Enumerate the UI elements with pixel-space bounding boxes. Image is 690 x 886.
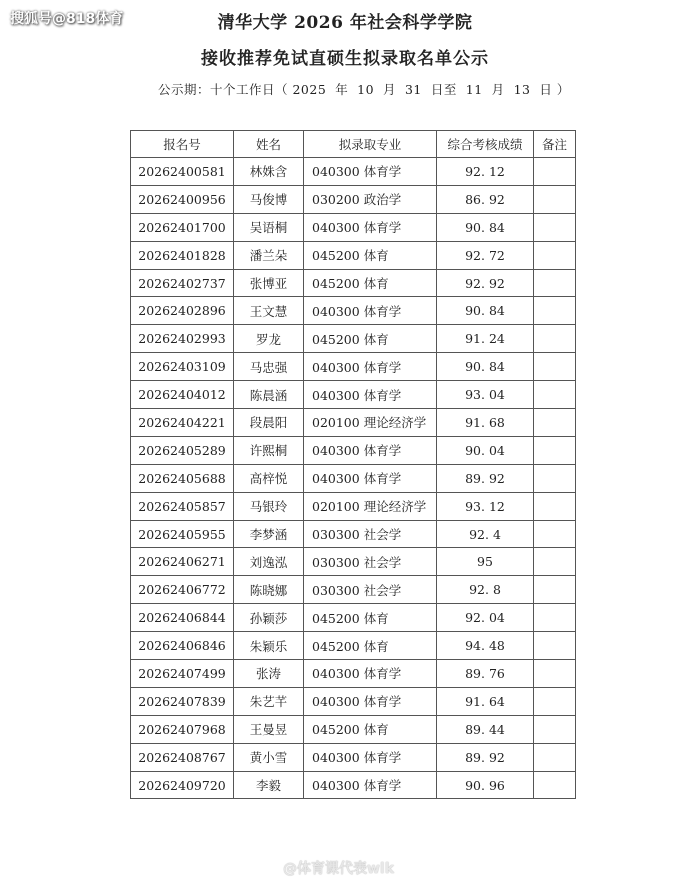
table-row — [131, 687, 576, 715]
cell-major: 045200 体育 — [304, 715, 437, 743]
admission-table — [130, 130, 576, 799]
cell-note — [534, 436, 576, 464]
cell-major: 040300 体育学 — [304, 158, 437, 186]
table-row — [131, 743, 576, 771]
cell-name: 陈晨涵 — [234, 381, 304, 409]
cell-id: 20262406271 — [131, 548, 234, 576]
table-row — [131, 464, 576, 492]
cell-score: 92. 72 — [437, 241, 534, 269]
table-row — [131, 353, 576, 381]
cell-note — [534, 492, 576, 520]
cell-note — [534, 548, 576, 576]
cell-id: 20262407499 — [131, 660, 234, 688]
cell-id: 20262405955 — [131, 520, 234, 548]
cell-note — [534, 325, 576, 353]
cell-note — [534, 576, 576, 604]
table-row — [131, 548, 576, 576]
cell-id: 20262405857 — [131, 492, 234, 520]
watermark-top: 搜狐号@818体育 — [10, 11, 124, 27]
cell-major: 040300 体育学 — [304, 381, 437, 409]
table-row — [131, 632, 576, 660]
table-row — [131, 771, 576, 799]
cell-score: 89. 92 — [437, 743, 534, 771]
cell-major: 030300 社会学 — [304, 520, 437, 548]
table-row — [131, 436, 576, 464]
cell-name: 朱颖乐 — [234, 632, 304, 660]
cell-major: 045200 体育 — [304, 325, 437, 353]
cell-name: 张涛 — [234, 660, 304, 688]
cell-note — [534, 632, 576, 660]
cell-score: 90. 96 — [437, 771, 534, 799]
cell-note — [534, 464, 576, 492]
cell-name: 李毅 — [234, 771, 304, 799]
header-note: 备注 — [534, 131, 576, 158]
table-row — [131, 269, 576, 297]
cell-score: 90. 04 — [437, 436, 534, 464]
cell-id: 20262407968 — [131, 715, 234, 743]
cell-id: 20262405688 — [131, 464, 234, 492]
cell-name: 李梦涵 — [234, 520, 304, 548]
table-row — [131, 715, 576, 743]
cell-major: 040300 体育学 — [304, 743, 437, 771]
cell-score: 91. 24 — [437, 325, 534, 353]
cell-major: 020100 理论经济学 — [304, 409, 437, 437]
cell-score: 86. 92 — [437, 185, 534, 213]
cell-score: 89. 92 — [437, 464, 534, 492]
cell-score: 93. 04 — [437, 381, 534, 409]
cell-note — [534, 604, 576, 632]
publicity-period: 公示期：十个工作日（ 2025 年 10 月 31 日至 11 月 13 日 ） — [158, 82, 570, 97]
cell-id: 20262406772 — [131, 576, 234, 604]
cell-id: 20262401828 — [131, 241, 234, 269]
watermark-bottom: @体育课代表wlk — [283, 861, 395, 877]
table-row — [131, 660, 576, 688]
cell-major: 040300 体育学 — [304, 660, 437, 688]
cell-name: 马银玲 — [234, 492, 304, 520]
cell-major: 040300 体育学 — [304, 353, 437, 381]
cell-id: 20262402993 — [131, 325, 234, 353]
cell-score: 91. 68 — [437, 409, 534, 437]
cell-score: 92. 04 — [437, 604, 534, 632]
cell-id: 20262403109 — [131, 353, 234, 381]
cell-major: 020100 理论经济学 — [304, 492, 437, 520]
cell-name: 王文慧 — [234, 297, 304, 325]
cell-score: 93. 12 — [437, 492, 534, 520]
table-row — [131, 492, 576, 520]
cell-major: 045200 体育 — [304, 632, 437, 660]
cell-note — [534, 715, 576, 743]
cell-major: 040300 体育学 — [304, 687, 437, 715]
table-row — [131, 185, 576, 213]
table-row — [131, 213, 576, 241]
cell-major: 045200 体育 — [304, 604, 437, 632]
cell-note — [534, 241, 576, 269]
document-title-line1: 清华大学 2026 年社会科学学院 — [217, 13, 473, 33]
cell-score: 89. 76 — [437, 660, 534, 688]
cell-name: 孙颖莎 — [234, 604, 304, 632]
cell-major: 030300 社会学 — [304, 548, 437, 576]
cell-note — [534, 269, 576, 297]
cell-id: 20262402896 — [131, 297, 234, 325]
cell-note — [534, 409, 576, 437]
cell-note — [534, 687, 576, 715]
cell-note — [534, 520, 576, 548]
cell-note — [534, 185, 576, 213]
cell-score: 90. 84 — [437, 297, 534, 325]
cell-note — [534, 158, 576, 186]
cell-id: 20262408767 — [131, 743, 234, 771]
table-body — [131, 158, 576, 799]
cell-major: 040300 体育学 — [304, 297, 437, 325]
cell-id: 20262405289 — [131, 436, 234, 464]
header-id: 报名号 — [131, 131, 234, 158]
cell-note — [534, 353, 576, 381]
cell-note — [534, 743, 576, 771]
cell-name: 马忠强 — [234, 353, 304, 381]
cell-note — [534, 297, 576, 325]
table-header-row — [131, 131, 576, 158]
cell-score: 91. 64 — [437, 687, 534, 715]
cell-id: 20262406844 — [131, 604, 234, 632]
cell-score: 89. 44 — [437, 715, 534, 743]
cell-id: 20262404012 — [131, 381, 234, 409]
header-major: 拟录取专业 — [304, 131, 437, 158]
cell-score: 90. 84 — [437, 353, 534, 381]
cell-major: 040300 体育学 — [304, 213, 437, 241]
cell-note — [534, 660, 576, 688]
cell-name: 林姝含 — [234, 158, 304, 186]
cell-name: 张博亚 — [234, 269, 304, 297]
cell-major: 040300 体育学 — [304, 464, 437, 492]
cell-name: 陈晓娜 — [234, 576, 304, 604]
cell-score: 92. 8 — [437, 576, 534, 604]
table-row — [131, 381, 576, 409]
cell-major: 045200 体育 — [304, 241, 437, 269]
cell-note — [534, 771, 576, 799]
cell-major: 030200 政治学 — [304, 185, 437, 213]
cell-major: 030300 社会学 — [304, 576, 437, 604]
cell-score: 92. 12 — [437, 158, 534, 186]
cell-name: 王曼昱 — [234, 715, 304, 743]
cell-name: 吴语桐 — [234, 213, 304, 241]
cell-score: 90. 84 — [437, 213, 534, 241]
cell-name: 高梓悦 — [234, 464, 304, 492]
header-name: 姓名 — [234, 131, 304, 158]
cell-major: 045200 体育 — [304, 269, 437, 297]
table-row — [131, 158, 576, 186]
cell-name: 潘兰朵 — [234, 241, 304, 269]
table-row — [131, 604, 576, 632]
cell-major: 040300 体育学 — [304, 436, 437, 464]
header-score: 综合考核成绩 — [437, 131, 534, 158]
cell-id: 20262400956 — [131, 185, 234, 213]
cell-name: 马俊博 — [234, 185, 304, 213]
cell-name: 罗龙 — [234, 325, 304, 353]
cell-id: 20262404221 — [131, 409, 234, 437]
document-title-line2: 接收推荐免试直硕生拟录取名单公示 — [201, 49, 489, 69]
cell-id: 20262406846 — [131, 632, 234, 660]
table-row — [131, 409, 576, 437]
cell-id: 20262407839 — [131, 687, 234, 715]
cell-id: 20262402737 — [131, 269, 234, 297]
table-row — [131, 241, 576, 269]
table-row — [131, 325, 576, 353]
cell-note — [534, 381, 576, 409]
cell-id: 20262409720 — [131, 771, 234, 799]
cell-name: 黄小雪 — [234, 743, 304, 771]
cell-name: 段晨阳 — [234, 409, 304, 437]
cell-major: 040300 体育学 — [304, 771, 437, 799]
cell-name: 刘逸泓 — [234, 548, 304, 576]
cell-score: 94. 48 — [437, 632, 534, 660]
cell-name: 朱艺芊 — [234, 687, 304, 715]
table-row — [131, 576, 576, 604]
cell-id: 20262400581 — [131, 158, 234, 186]
table-row — [131, 297, 576, 325]
cell-name: 许熙桐 — [234, 436, 304, 464]
cell-score: 92. 92 — [437, 269, 534, 297]
table-row — [131, 520, 576, 548]
cell-note — [534, 213, 576, 241]
cell-id: 20262401700 — [131, 213, 234, 241]
cell-score: 92. 4 — [437, 520, 534, 548]
cell-score: 95 — [437, 548, 534, 576]
